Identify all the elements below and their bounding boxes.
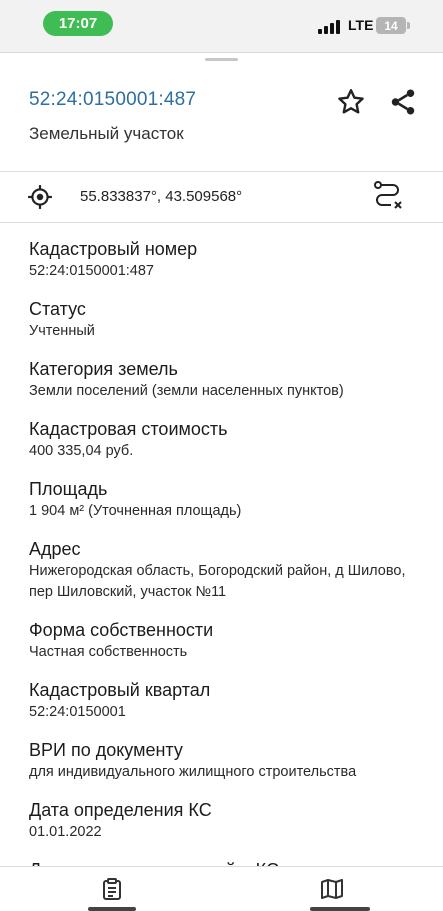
clipboard-icon [100, 877, 124, 901]
property-label: Статус [29, 299, 86, 319]
sheet-drag-handle[interactable] [205, 58, 238, 61]
crosshair-icon[interactable] [27, 184, 53, 210]
property-label: Дата определения КС [29, 800, 212, 820]
property-value: Учтенный [29, 323, 95, 339]
property-value: 400 335,04 руб. [29, 443, 134, 459]
property-value: для индивидуального жилищного строительства [29, 764, 357, 780]
property-label: Форма собственности [29, 620, 214, 640]
nav-map-label [310, 907, 370, 911]
network-type: LTE [348, 17, 374, 33]
battery-tip [407, 22, 410, 29]
property-cadastral-quarter [29, 679, 429, 723]
route-icon [371, 180, 405, 214]
nav-info-tab[interactable] [100, 877, 124, 901]
property-label: Адрес [29, 539, 81, 559]
property-value: 1 904 м² (Уточненная площадь) [29, 503, 242, 519]
favorite-button[interactable] [333, 85, 369, 119]
property-ownership [29, 619, 429, 663]
property-permitted-use [29, 739, 429, 783]
property-value: Нижегородская область, Богородский район, д Шилово, пер Шиловский, участок №11 [29, 563, 406, 600]
property-value: Частная собственность [29, 644, 188, 660]
status-bar [0, 0, 443, 52]
coordinates-text[interactable]: 55.833837°, 43.509568° [80, 188, 243, 205]
property-area [29, 478, 429, 522]
property-label: Кадастровый квартал [29, 680, 211, 700]
share-icon [388, 87, 418, 117]
nav-map-tab[interactable] [320, 877, 344, 901]
divider [0, 52, 443, 53]
coordinates-row [0, 172, 443, 222]
cadastral-number-title[interactable]: 52:24:0150001:487 [29, 89, 197, 110]
property-label: Кадастровая стоимость [29, 419, 228, 439]
star-icon [335, 86, 367, 118]
map-icon [320, 877, 344, 901]
property-address [29, 538, 429, 603]
property-value[interactable]: 52:24:0150001 [29, 704, 126, 720]
divider [0, 222, 443, 223]
property-value: 52:24:0150001:487 [29, 263, 154, 279]
property-label: Кадастровый номер [29, 239, 198, 259]
property-status [29, 298, 429, 342]
property-label: Площадь [29, 479, 108, 499]
property-land-category [29, 358, 429, 402]
properties-list [29, 238, 429, 864]
bottom-navigation [0, 866, 443, 911]
property-value: Земли поселений (земли населенных пунктов) [29, 383, 344, 399]
route-button[interactable] [371, 180, 405, 214]
object-type: Земельный участок [29, 124, 184, 143]
property-value: 01.01.2022 [29, 824, 102, 840]
clock: 17:07 [43, 11, 113, 36]
battery-icon: 14 [376, 17, 406, 34]
signal-icon [318, 20, 344, 34]
property-cadastral-value [29, 418, 429, 462]
property-cadastral-number [29, 238, 429, 282]
property-label: ВРИ по документу [29, 740, 183, 760]
nav-info-label [88, 907, 136, 911]
property-label: Категория земель [29, 359, 178, 379]
share-button[interactable] [386, 85, 420, 119]
property-valuation-date [29, 799, 429, 843]
